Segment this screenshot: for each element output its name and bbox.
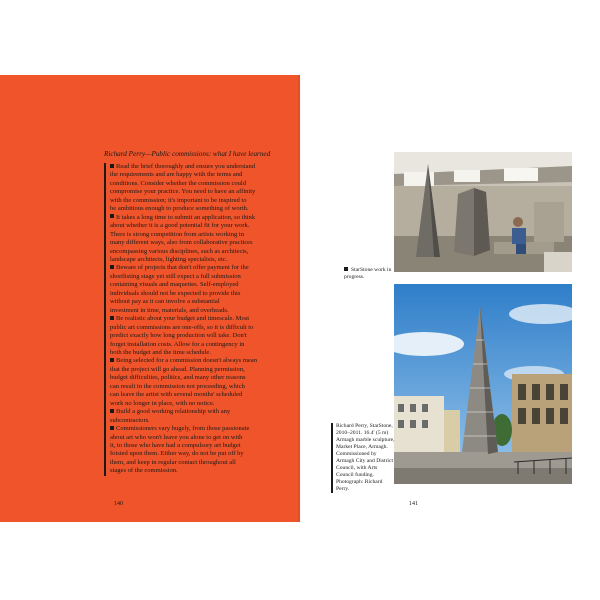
bullet-line bbox=[110, 307, 298, 315]
bullet-text: Be realistic about your budget and timescale. Most bbox=[116, 315, 250, 323]
bullet-line bbox=[110, 332, 298, 340]
bullet-line bbox=[110, 231, 298, 239]
bullet-text: Read the brief thoroughly and ensure you understand bbox=[116, 163, 256, 170]
bullet-text: subcontractors. bbox=[110, 416, 150, 424]
bullet-line bbox=[110, 341, 298, 349]
bullet-line bbox=[110, 163, 298, 171]
starstone-photo bbox=[394, 284, 572, 484]
bullet-line bbox=[110, 298, 298, 306]
caption-line: 2010–2011. 16.4' (5 m) bbox=[336, 430, 389, 436]
bullet-square-icon bbox=[344, 267, 348, 271]
bullet-line bbox=[110, 366, 298, 374]
caption-line: Armagh City and District bbox=[336, 458, 394, 464]
bullet-text: landscape architects, lighting specialists, etc. bbox=[110, 255, 228, 263]
bullet-text: many different ways, also from collaborative practices bbox=[110, 239, 253, 247]
bullet-line bbox=[110, 417, 298, 425]
bullet-text: be ambitious enough to produce something of worth. bbox=[110, 205, 249, 213]
bullet-line bbox=[110, 180, 298, 188]
bullet-list bbox=[104, 163, 298, 476]
bullet-text: Commissioners vary hugely, from those passionate bbox=[116, 425, 250, 433]
bullet-square-icon bbox=[110, 265, 114, 269]
page-number-right: 141 bbox=[409, 501, 418, 507]
bullet-text: with the commission; it's important to be inspired to bbox=[110, 196, 247, 204]
bullet-line bbox=[110, 315, 298, 323]
bullet-square-icon bbox=[110, 214, 114, 218]
bullet-text: Beware of projects that don't offer payment for the bbox=[116, 264, 249, 272]
bullet-text: Being selected for a commission doesn't always mean bbox=[116, 357, 257, 365]
bullet-text: both the budget and the time schedule. bbox=[110, 348, 211, 356]
bullet-text: them, and keep in regular contact throughout all bbox=[110, 458, 236, 466]
bullet-square-icon bbox=[110, 409, 114, 413]
bullet-text: It takes a long time to submit an application, so think bbox=[116, 213, 256, 221]
bullet-text: without pay as it can involve a substantial bbox=[110, 298, 220, 306]
bullet-text: investment in time, materials, and overheads. bbox=[110, 306, 229, 314]
bullet-line bbox=[110, 239, 298, 247]
bullet-line bbox=[110, 264, 298, 272]
caption-top-text: StarStone work in progress. bbox=[344, 267, 392, 280]
bullet-square-icon bbox=[110, 358, 114, 362]
bullet-text: it, to those who have had a compulsory art budget bbox=[110, 441, 241, 449]
bullet-text: shortlisting stage yet still expect a full submission bbox=[110, 272, 241, 280]
bullet-line bbox=[110, 408, 298, 416]
bullet-line bbox=[110, 400, 298, 408]
bullet-line bbox=[110, 273, 298, 281]
bullet-line bbox=[110, 205, 298, 213]
bullet-square-icon bbox=[110, 426, 114, 430]
bullet-text: conditions. Consider whether the commission could bbox=[110, 179, 247, 187]
bullet-line bbox=[110, 256, 298, 264]
bullet-text: predict exactly how long production will take. Don't bbox=[110, 332, 247, 340]
bullet-text: about art who won't leave you alone to get on with bbox=[110, 433, 243, 441]
bullet-line bbox=[110, 290, 298, 298]
bullet-line bbox=[110, 391, 298, 399]
bullet-line bbox=[110, 188, 298, 196]
bullet-line bbox=[110, 349, 298, 357]
bullet-text: budget difficulties, politics, and many other reasons bbox=[110, 374, 246, 382]
workshop-photo bbox=[394, 152, 572, 272]
bullet-line bbox=[110, 450, 298, 458]
caption-line: Photograph: Richard Perry. bbox=[336, 479, 383, 492]
bullet-text: can leave the artist with several months' scheduled bbox=[110, 391, 243, 399]
bullet-text: containing visuals and maquettes. Self-employed bbox=[110, 281, 239, 289]
bullet-line bbox=[110, 467, 298, 475]
caption-top bbox=[344, 267, 394, 281]
caption-bottom bbox=[331, 423, 396, 493]
essay-title: Richard Perry—Public commissions: what I have learned bbox=[104, 150, 271, 158]
bullet-text: forget installation costs. Allow for a contingency in bbox=[110, 340, 245, 348]
bullet-line bbox=[110, 197, 298, 205]
bullet-line bbox=[110, 442, 298, 450]
caption-line: Market Place, Armagh. bbox=[336, 444, 388, 450]
caption-line: Richard Perry, StarStone, bbox=[336, 423, 393, 429]
bullet-text: can result in the commission not proceeding, which bbox=[110, 382, 245, 390]
bullet-text: encompassing various disciplines, such as architects, bbox=[110, 247, 249, 255]
bullet-line bbox=[110, 357, 298, 365]
bullet-text: public art commissions are one-offs, so it is difficult to bbox=[110, 323, 254, 331]
bullet-line bbox=[110, 281, 298, 289]
bullet-line bbox=[110, 171, 298, 179]
bullet-line bbox=[110, 248, 298, 256]
caption-line: Commissioned by bbox=[336, 451, 377, 457]
bullet-square-icon bbox=[110, 316, 114, 320]
bullet-line bbox=[110, 434, 298, 442]
page-number-left: 140 bbox=[114, 501, 123, 507]
bullet-text: There is strong competition from artists working in bbox=[110, 230, 245, 238]
bullet-line bbox=[110, 324, 298, 332]
bullet-text: the requirements and are happy with the terms and bbox=[110, 171, 243, 179]
caption-line: Council funding. bbox=[336, 472, 374, 478]
caption-line: Council, with Arts bbox=[336, 465, 378, 471]
bullet-line bbox=[110, 374, 298, 382]
bullet-text: Build a good working relationship with any bbox=[116, 408, 231, 416]
bullet-line bbox=[110, 459, 298, 467]
caption-line: Armagh marble sculpture, bbox=[336, 437, 395, 443]
gutter-shadow bbox=[298, 75, 302, 522]
bullet-line bbox=[110, 383, 298, 391]
bullet-text: stages of the commission. bbox=[110, 467, 178, 475]
bullet-line bbox=[110, 425, 298, 433]
bullet-text: about whether it is a good potential fit for your work. bbox=[110, 222, 250, 230]
bullet-text: work no longer in place, with no notice. bbox=[110, 399, 215, 407]
bullet-text: foisted upon them. Either way, do not be put off by bbox=[110, 450, 244, 458]
bullet-line bbox=[110, 222, 298, 230]
bullet-text: individuals should not be expected to provide this bbox=[110, 289, 241, 297]
bullet-text: that the project will go ahead. Planning permission, bbox=[110, 365, 245, 373]
bullet-square-icon bbox=[110, 164, 114, 168]
bullet-line bbox=[110, 214, 298, 222]
bullet-text: compromise your practice. You need to have an affinity bbox=[110, 188, 256, 196]
